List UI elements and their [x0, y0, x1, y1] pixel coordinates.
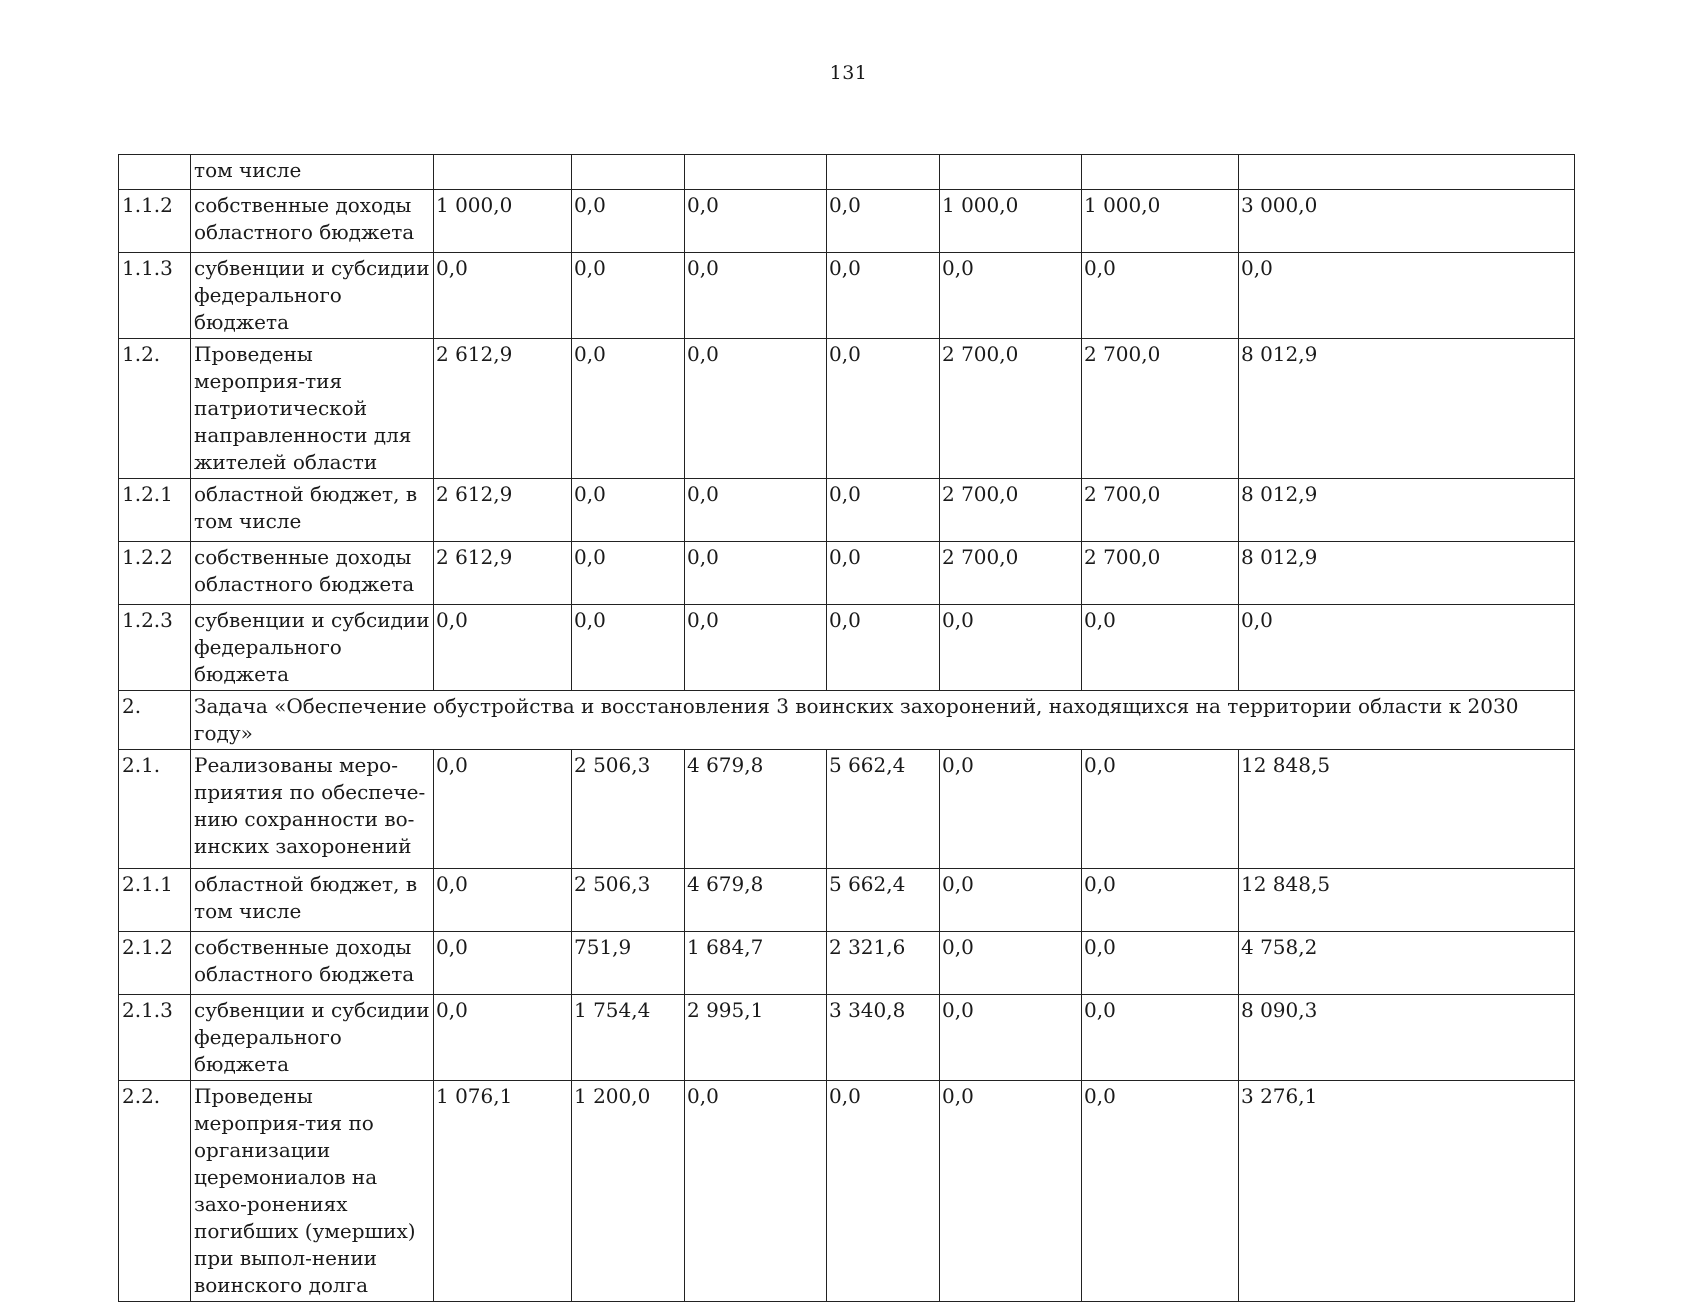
- table-row: [119, 995, 1575, 1081]
- amount-cell: 0,0: [572, 605, 685, 691]
- amount-cell: 0,0: [940, 750, 1082, 869]
- table-row: [119, 155, 1575, 190]
- amount-cell: 0,0: [940, 932, 1082, 995]
- amount-cell: [572, 155, 685, 190]
- amount-cell: 2 700,0: [940, 479, 1082, 542]
- table-row: [119, 750, 1575, 869]
- amount-cell: 0,0: [572, 339, 685, 479]
- amount-cell: 2 321,6: [827, 932, 940, 995]
- amount-cell: 4 679,8: [685, 869, 827, 932]
- amount-cell: 1 000,0: [940, 190, 1082, 253]
- amount-cell: 2 700,0: [940, 339, 1082, 479]
- amount-cell: 5 662,4: [827, 869, 940, 932]
- row-number-cell: 2.1.1: [119, 869, 191, 932]
- table-row: [119, 339, 1575, 479]
- amount-cell: 2 700,0: [940, 542, 1082, 605]
- amount-cell: 1 000,0: [1082, 190, 1239, 253]
- amount-cell: 0,0: [572, 253, 685, 339]
- table-row: [119, 542, 1575, 605]
- description-cell: том числе: [191, 155, 434, 190]
- amount-cell: [434, 155, 572, 190]
- amount-cell: [685, 155, 827, 190]
- amount-cell: 2 612,9: [434, 542, 572, 605]
- row-number-cell: 2.2.: [119, 1081, 191, 1302]
- amount-cell: 2 700,0: [1082, 542, 1239, 605]
- amount-cell: 0,0: [827, 1081, 940, 1302]
- row-number-cell: 1.2.3: [119, 605, 191, 691]
- row-number-cell: 1.1.2: [119, 190, 191, 253]
- amount-cell: 0,0: [1082, 750, 1239, 869]
- amount-cell: 0,0: [1082, 1081, 1239, 1302]
- amount-cell: 2 506,3: [572, 869, 685, 932]
- table-row: [119, 605, 1575, 691]
- description-cell: Проведены мероприя-тия по организации церемониалов на захо-ронениях погибших (умерших) при выпол-нении воинского долга: [191, 1081, 434, 1302]
- row-number-cell: 1.2.: [119, 339, 191, 479]
- row-number-cell: 2.1.2: [119, 932, 191, 995]
- amount-cell: 0,0: [434, 605, 572, 691]
- total-cell: 8 012,9: [1239, 339, 1575, 479]
- description-cell: собственные доходы областного бюджета: [191, 542, 434, 605]
- total-cell: 0,0: [1239, 253, 1575, 339]
- row-number-cell: 1.2.1: [119, 479, 191, 542]
- row-number-cell: 2.: [119, 691, 191, 750]
- task-title-cell: Задача «Обеспечение обустройства и восстановления 3 воинских захоронений, находящихся на территории области к 2030 году»: [191, 691, 1575, 750]
- amount-cell: 0,0: [827, 190, 940, 253]
- amount-cell: 0,0: [940, 995, 1082, 1081]
- amount-cell: 0,0: [1082, 253, 1239, 339]
- amount-cell: 1 000,0: [434, 190, 572, 253]
- amount-cell: 0,0: [572, 479, 685, 542]
- total-cell: 12 848,5: [1239, 869, 1575, 932]
- amount-cell: 5 662,4: [827, 750, 940, 869]
- amount-cell: 0,0: [940, 869, 1082, 932]
- amount-cell: 4 679,8: [685, 750, 827, 869]
- amount-cell: 0,0: [827, 253, 940, 339]
- description-cell: собственные доходы областного бюджета: [191, 932, 434, 995]
- amount-cell: 2 700,0: [1082, 339, 1239, 479]
- description-cell: Проведены мероприя-тия патриотической направленности для жителей области: [191, 339, 434, 479]
- amount-cell: 0,0: [1082, 995, 1239, 1081]
- amount-cell: 1 684,7: [685, 932, 827, 995]
- amount-cell: 0,0: [434, 253, 572, 339]
- amount-cell: 0,0: [685, 190, 827, 253]
- total-cell: 4 758,2: [1239, 932, 1575, 995]
- amount-cell: 0,0: [1082, 605, 1239, 691]
- amount-cell: 0,0: [940, 605, 1082, 691]
- table-row: [119, 479, 1575, 542]
- amount-cell: 0,0: [827, 479, 940, 542]
- amount-cell: 2 612,9: [434, 339, 572, 479]
- row-number-cell: 2.1.3: [119, 995, 191, 1081]
- amount-cell: 0,0: [685, 1081, 827, 1302]
- amount-cell: 0,0: [434, 932, 572, 995]
- amount-cell: 0,0: [434, 995, 572, 1081]
- amount-cell: 0,0: [434, 869, 572, 932]
- description-cell: областной бюджет, в том числе: [191, 869, 434, 932]
- amount-cell: 2 612,9: [434, 479, 572, 542]
- total-cell: 12 848,5: [1239, 750, 1575, 869]
- total-cell: 8 090,3: [1239, 995, 1575, 1081]
- budget-table-container: [118, 154, 1574, 1302]
- description-cell: субвенции и субсидии федерального бюджета: [191, 253, 434, 339]
- total-cell: 3 000,0: [1239, 190, 1575, 253]
- amount-cell: 0,0: [827, 339, 940, 479]
- row-number-cell: [119, 155, 191, 190]
- total-cell: 8 012,9: [1239, 542, 1575, 605]
- amount-cell: 0,0: [572, 542, 685, 605]
- amount-cell: [940, 155, 1082, 190]
- amount-cell: 751,9: [572, 932, 685, 995]
- amount-cell: 0,0: [685, 479, 827, 542]
- amount-cell: 0,0: [572, 190, 685, 253]
- amount-cell: [1082, 155, 1239, 190]
- description-cell: субвенции и субсидии федерального бюджета: [191, 995, 434, 1081]
- total-cell: 3 276,1: [1239, 1081, 1575, 1302]
- amount-cell: 0,0: [685, 542, 827, 605]
- amount-cell: 0,0: [1082, 932, 1239, 995]
- row-number-cell: 1.1.3: [119, 253, 191, 339]
- table-row: [119, 869, 1575, 932]
- description-cell: областной бюджет, в том числе: [191, 479, 434, 542]
- description-cell: собственные доходы областного бюджета: [191, 190, 434, 253]
- amount-cell: 0,0: [940, 1081, 1082, 1302]
- task-header-row: [119, 691, 1575, 750]
- total-cell: 8 012,9: [1239, 479, 1575, 542]
- amount-cell: 0,0: [685, 605, 827, 691]
- budget-table: [118, 154, 1575, 1302]
- amount-cell: 2 506,3: [572, 750, 685, 869]
- amount-cell: 0,0: [940, 253, 1082, 339]
- amount-cell: 1 200,0: [572, 1081, 685, 1302]
- amount-cell: [827, 155, 940, 190]
- table-body: [119, 155, 1575, 1302]
- description-cell: Реализованы меро-приятия по обеспече-нию сохранности во-инских захоронений: [191, 750, 434, 869]
- table-row: [119, 932, 1575, 995]
- table-row: [119, 1081, 1575, 1302]
- page-number: 131: [829, 62, 868, 84]
- amount-cell: 2 995,1: [685, 995, 827, 1081]
- amount-cell: 0,0: [827, 605, 940, 691]
- amount-cell: 3 340,8: [827, 995, 940, 1081]
- amount-cell: 1 076,1: [434, 1081, 572, 1302]
- amount-cell: 2 700,0: [1082, 479, 1239, 542]
- amount-cell: 0,0: [685, 339, 827, 479]
- table-row: [119, 253, 1575, 339]
- table-row: [119, 190, 1575, 253]
- amount-cell: 0,0: [827, 542, 940, 605]
- row-number-cell: 1.2.2: [119, 542, 191, 605]
- description-cell: субвенции и субсидии федерального бюджета: [191, 605, 434, 691]
- amount-cell: 1 754,4: [572, 995, 685, 1081]
- row-number-cell: 2.1.: [119, 750, 191, 869]
- amount-cell: 0,0: [685, 253, 827, 339]
- amount-cell: 0,0: [434, 750, 572, 869]
- total-cell: 0,0: [1239, 605, 1575, 691]
- total-cell: [1239, 155, 1575, 190]
- amount-cell: 0,0: [1082, 869, 1239, 932]
